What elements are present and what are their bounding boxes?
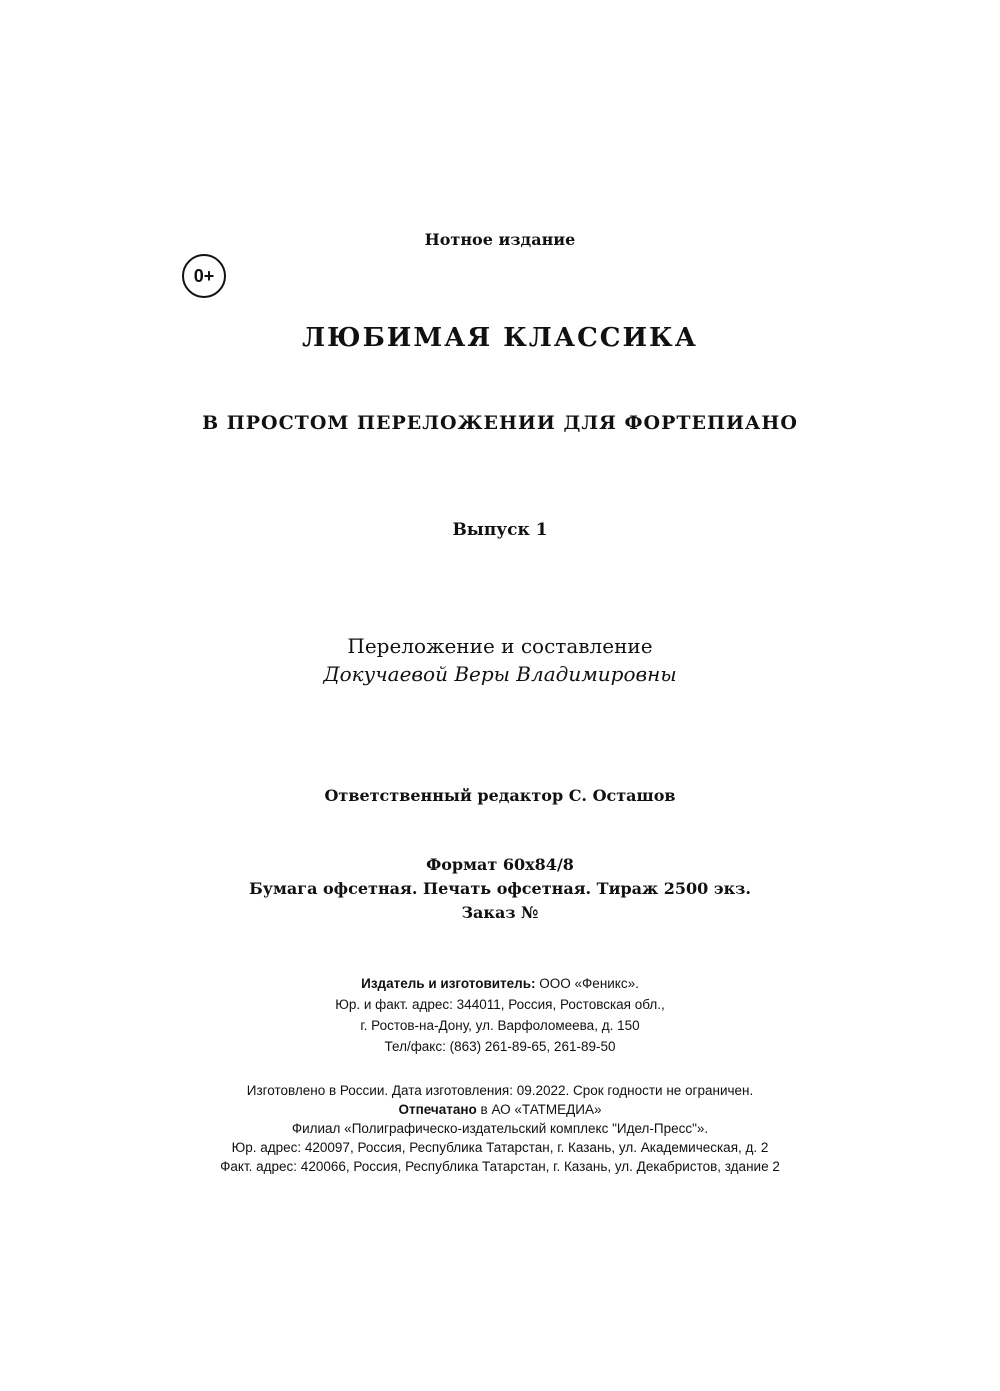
printed-label: Отпечатано	[398, 1102, 477, 1117]
responsible-editor: Ответственный редактор С. Осташов	[324, 786, 676, 805]
print-format: Формат 60х84/8	[426, 855, 574, 874]
publisher-phone: Тел/факс: (863) 261-89-65, 261-89-50	[384, 1039, 616, 1054]
arrangement-label: Переложение и составление	[347, 634, 653, 658]
book-subtitle: В ПРОСТОМ ПЕРЕЛОЖЕНИИ ДЛЯ ФОРТЕПИАНО	[202, 412, 798, 434]
made-in-line: Изготовлено в России. Дата изготовления: 09.2022. Срок годности не ограничен.	[246, 1083, 754, 1098]
issue-number: Выпуск 1	[452, 520, 548, 540]
publisher-info	[0, 973, 1000, 1057]
publisher-address-line-1: Юр. и факт. адрес: 344011, Россия, Ростовская обл.,	[335, 997, 665, 1012]
publisher-name: ООО «Феникс».	[535, 976, 639, 991]
publisher-name-line	[0, 973, 1000, 994]
publisher-address-line-2: г. Ростов-на-Дону, ул. Варфоломеева, д. 150	[360, 1018, 640, 1033]
publisher-label: Издатель и изготовитель:	[361, 976, 536, 991]
book-title: ЛЮБИМАЯ КЛАССИКА	[302, 323, 698, 353]
printer-legal-address: Юр. адрес: 420097, Россия, Республика Татарстан, г. Казань, ул. Академическая, д. 2	[231, 1140, 769, 1155]
printer-branch: Филиал «Полиграфическо-издательский комплекс "Идел-Пресс"».	[291, 1121, 709, 1136]
manufacturing-info	[0, 1081, 1000, 1176]
printed-by: в АО «ТАТМЕДИА»	[476, 1102, 602, 1117]
edition-type: Нотное издание	[424, 230, 576, 249]
printer-actual-address: Факт. адрес: 420066, Россия, Республика Татарстан, г. Казань, ул. Декабристов, здание 2	[220, 1159, 780, 1174]
printed-by-line	[0, 1100, 1000, 1119]
age-rating-badge	[182, 254, 226, 298]
age-rating-label: 0+	[193, 265, 215, 286]
print-paper-run: Бумага офсетная. Печать офсетная. Тираж 2500 экз.	[249, 879, 751, 898]
order-number: Заказ №	[461, 903, 539, 922]
arranger-name: Докучаевой Веры Владимировны	[323, 662, 677, 686]
